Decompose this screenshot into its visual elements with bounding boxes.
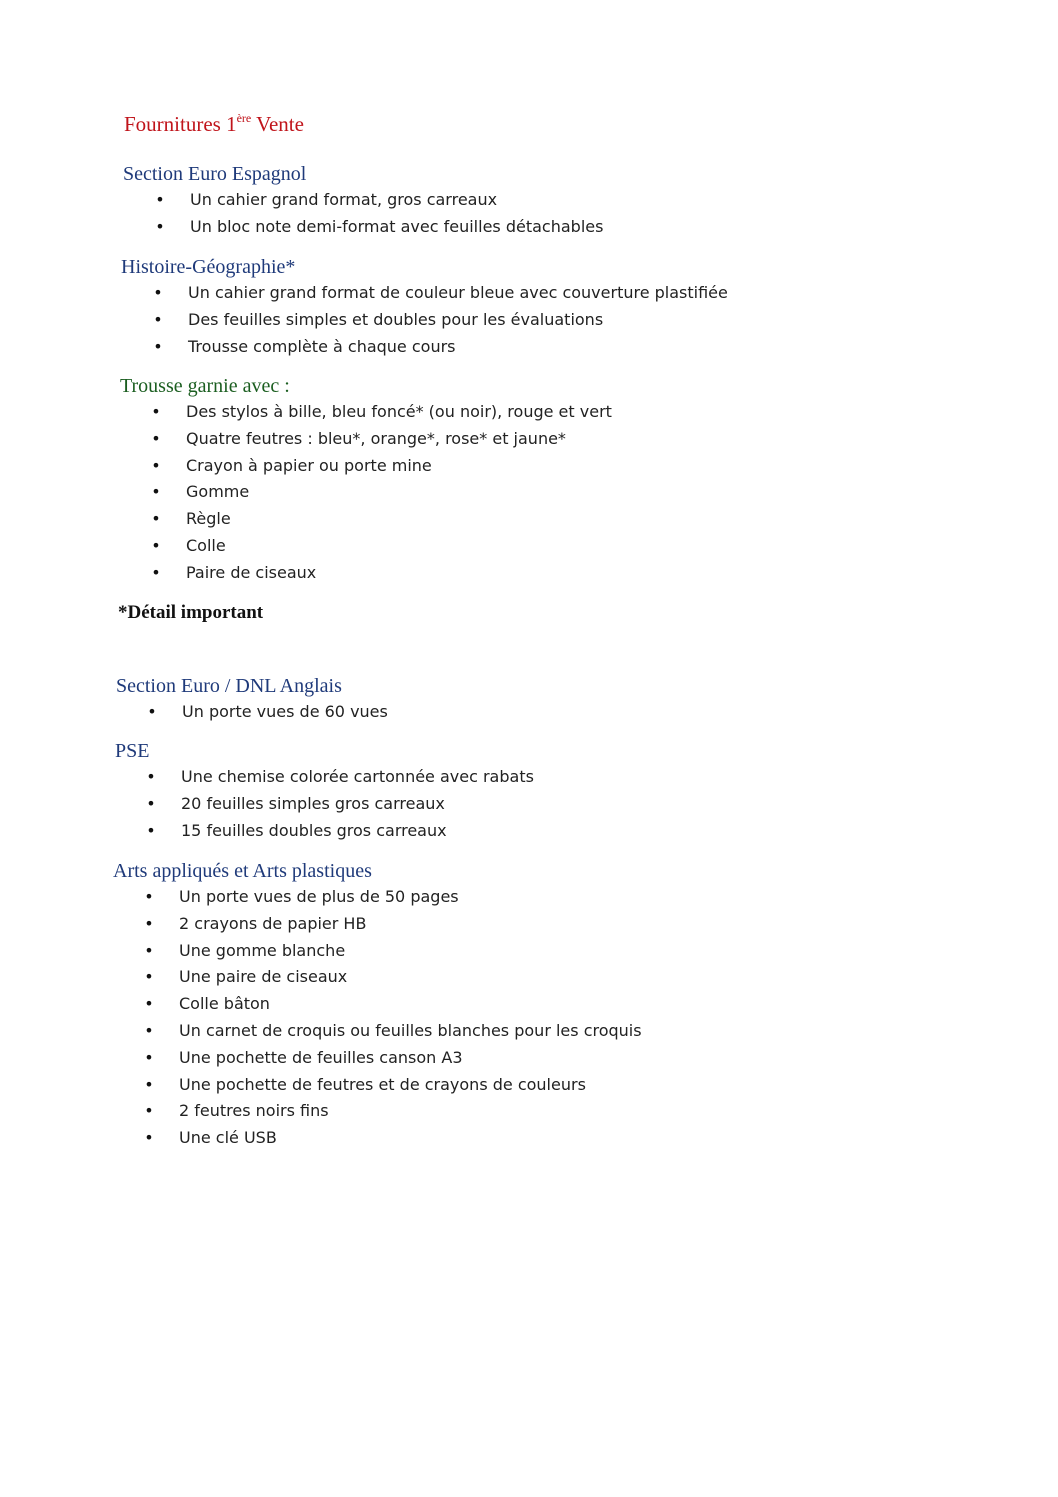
list-item-text: Une gomme blanche — [179, 940, 346, 960]
list-item — [143, 911, 642, 938]
list-item — [145, 764, 534, 791]
list-item-text: Règle — [186, 509, 231, 529]
list-item — [150, 453, 612, 480]
heading-section-euro-dnl-anglais: Section Euro / DNL Anglais — [116, 675, 342, 697]
list-trousse-garnie — [150, 399, 612, 587]
bullet-icon: • — [151, 482, 161, 502]
list-item-text: Gomme — [186, 482, 250, 502]
list-item-text: 2 feutres noirs fins — [179, 1101, 329, 1121]
bullet-icon: • — [146, 820, 156, 840]
list-section-euro-espagnol — [154, 187, 603, 241]
note-detail-important: *Détail important — [118, 602, 264, 623]
bullet-icon: • — [144, 1101, 154, 1121]
list-item — [143, 938, 642, 965]
list-item — [152, 280, 728, 307]
list-item — [143, 1045, 642, 1072]
list-item-text: Colle bâton — [179, 994, 270, 1014]
list-item — [143, 1018, 642, 1045]
heading-histoire-geographie: Histoire-Géographie* — [121, 256, 296, 278]
bullet-icon: • — [144, 1128, 154, 1148]
list-item — [150, 399, 612, 426]
list-section-euro-dnl-anglais — [146, 699, 388, 726]
bullet-icon: • — [144, 1020, 154, 1040]
list-item — [143, 1072, 642, 1099]
bullet-icon: • — [144, 967, 154, 987]
bullet-icon: • — [147, 702, 157, 721]
list-pse — [145, 764, 534, 844]
list-item — [145, 791, 534, 818]
title-suffix: Vente — [251, 112, 304, 136]
list-item-text: Paire de ciseaux — [186, 562, 317, 582]
list-item — [143, 991, 642, 1018]
bullet-icon: • — [144, 1047, 154, 1067]
list-item-text: Une paire de ciseaux — [179, 967, 348, 987]
list-item-text: Des stylos à bille, bleu foncé* (ou noir), rouge et vert — [186, 402, 612, 421]
list-item-text: Un porte vues de plus de 50 pages — [179, 887, 459, 906]
list-item — [150, 479, 612, 506]
bullet-icon: • — [144, 940, 154, 960]
bullet-icon: • — [151, 402, 161, 421]
list-item-text: Un cahier grand format de couleur bleue avec couverture plastifiée — [188, 283, 728, 302]
list-item-text: Des feuilles simples et doubles pour les évaluations — [188, 309, 604, 329]
list-item — [150, 426, 612, 453]
list-item-text: 15 feuilles doubles gros carreaux — [181, 820, 447, 840]
list-item — [150, 533, 612, 560]
bullet-icon: • — [153, 309, 163, 329]
bullet-icon: • — [151, 455, 161, 475]
list-item-text: 20 feuilles simples gros carreaux — [181, 793, 445, 813]
list-item-text: Une pochette de feuilles canson A3 — [179, 1047, 463, 1067]
heading-trousse-garnie: Trousse garnie avec : — [120, 375, 290, 397]
list-histoire-geographie — [152, 280, 728, 360]
list-item — [143, 1098, 642, 1125]
list-item — [145, 818, 534, 845]
list-item-text: Un cahier grand format, gros carreaux — [190, 190, 498, 209]
bullet-icon: • — [146, 793, 156, 813]
list-item-text: Quatre feutres : bleu*, orange*, rose* et jaune* — [186, 428, 566, 448]
list-item — [154, 187, 603, 214]
title-prefix: Fournitures 1 — [124, 112, 237, 136]
heading-arts-appliques: Arts appliqués et Arts plastiques — [113, 860, 372, 882]
bullet-icon: • — [144, 1074, 154, 1094]
bullet-icon: • — [155, 190, 165, 209]
heading-pse: PSE — [115, 740, 150, 762]
bullet-icon: • — [146, 767, 156, 786]
bullet-icon: • — [151, 509, 161, 529]
list-item-text: Trousse complète à chaque cours — [188, 336, 456, 356]
bullet-icon: • — [153, 283, 163, 302]
heading-section-euro-espagnol: Section Euro Espagnol — [123, 163, 307, 185]
bullet-icon: • — [144, 913, 154, 933]
list-item — [150, 506, 612, 533]
list-item — [152, 334, 728, 361]
bullet-icon: • — [151, 428, 161, 448]
bullet-icon: • — [144, 994, 154, 1014]
list-item-text: Colle — [186, 535, 226, 555]
list-item-text: Un bloc note demi-format avec feuilles détachables — [190, 216, 604, 236]
list-item-text: Une chemise colorée cartonnée avec rabats — [181, 767, 534, 786]
bullet-icon: • — [153, 336, 163, 356]
list-item-text: Un porte vues de 60 vues — [182, 702, 388, 721]
title-superscript: ère — [236, 111, 252, 125]
list-item-text: 2 crayons de papier HB — [179, 913, 367, 933]
list-item — [143, 1125, 642, 1152]
list-arts-appliques — [143, 884, 642, 1152]
bullet-icon: • — [144, 887, 154, 906]
bullet-icon: • — [151, 562, 161, 582]
list-item-text: Un carnet de croquis ou feuilles blanches pour les croquis — [179, 1020, 642, 1040]
list-item — [154, 214, 603, 241]
list-item — [143, 964, 642, 991]
list-item-text: Une clé USB — [179, 1128, 277, 1148]
bullet-icon: • — [155, 216, 165, 236]
list-item — [150, 560, 612, 587]
page-title — [124, 112, 304, 137]
list-item — [152, 307, 728, 334]
list-item — [146, 699, 388, 726]
list-item — [143, 884, 642, 911]
list-item-text: Crayon à papier ou porte mine — [186, 455, 432, 475]
list-item-text: Une pochette de feutres et de crayons de couleurs — [179, 1074, 586, 1094]
bullet-icon: • — [151, 535, 161, 555]
